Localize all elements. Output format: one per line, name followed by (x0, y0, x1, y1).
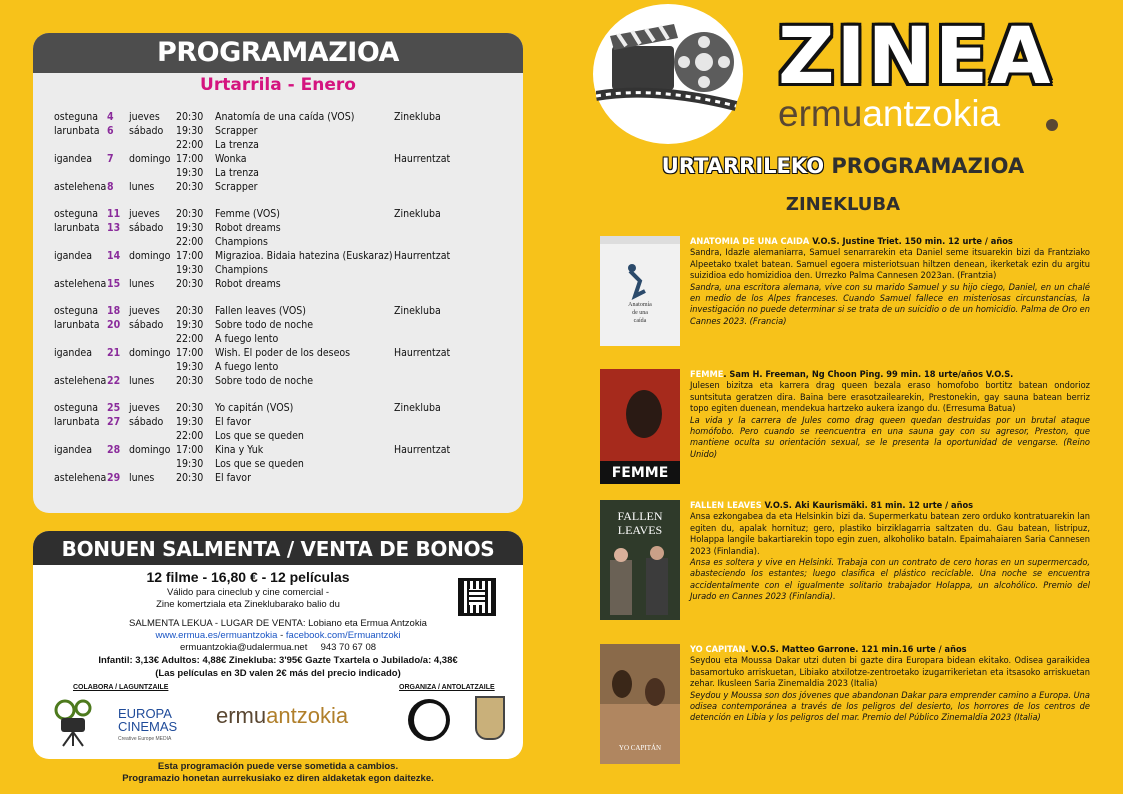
bonos-contact (33, 642, 523, 653)
day-eu: igandea (54, 444, 93, 456)
svg-text:LEAVES: LEAVES (617, 523, 663, 537)
film-title: Anatomía de una caída (VOS) (215, 111, 355, 123)
film-title: La trenza (215, 167, 259, 179)
day-number: 27 (107, 416, 121, 428)
category: Haurrentzat (394, 250, 451, 262)
time: 17:00 (176, 347, 204, 359)
day-eu: larunbata (54, 125, 100, 137)
film-title: Scrapper (215, 125, 258, 137)
svg-text:de una: de una (632, 310, 648, 316)
category: Haurrentzat (394, 153, 451, 165)
schedule-row (33, 319, 523, 333)
programme-month: Urtarrila - Enero (200, 75, 356, 95)
web-link[interactable]: www.ermua.es/ermuantzokia (155, 630, 278, 641)
bonos-valid: Válido para cineclub y cine comercial - (166, 587, 330, 598)
day-number: 28 (107, 444, 121, 456)
time: 20:30 (176, 111, 204, 123)
time: 20:30 (176, 208, 204, 220)
film-title: Sobre todo de noche (215, 375, 314, 387)
day-number: 15 (107, 278, 121, 290)
time: 19:30 (176, 416, 204, 428)
ermu-antzokia-logo: ermuantzokia (778, 93, 1001, 134)
schedule-row (33, 208, 523, 222)
colabora-label: COLABORA / LAGUNTZAILE (73, 684, 169, 691)
zinekluba-heading: ZINEKLUBA (785, 194, 901, 215)
time: 19:30 (176, 167, 204, 179)
bonos-links (33, 630, 523, 641)
schedule-week (33, 208, 523, 292)
organiza-label: ORGANIZA / ANTOLATZAILE (399, 684, 495, 691)
schedule-row (33, 153, 523, 167)
film-title: Robot dreams (215, 278, 281, 290)
zinea-title: ZINEA (778, 12, 1053, 102)
film-text-anatomia: ANATOMIA DE UNA CAIDA V.O.S. Justine Triet. 150 min. 12 urte / años Sandra, Idazle alemaniarra, Samuel senarrarekin eta Daniel seme itsuarekin bizi da Frantziako Alpeetako txalet batean. Samuel egoera misteriotsuan hiltzen denean, ikerketak ezin du argitu suizidioa edo homizidioa den. Urrezko Palma Cannesen 2023an. (Frantzia) Sandra, una escritora alemana, vive con su marido Samuel y su hijo ciego, Daniel, en un chalé en medio de los Alpes franceses. Cuando Samuel fallece en misteriosas circunstancias, la investigación no puede determinar si se trata de un suicidio o de un homicidio. Palma de Oro en Cannes 2023. (Francia) (690, 236, 1090, 327)
schedule-row (33, 430, 523, 444)
day-number: 20 (107, 319, 121, 331)
day-number: 18 (107, 305, 121, 317)
day-es: sábado (129, 222, 164, 234)
day-eu: ostegunа (54, 402, 98, 414)
film-title: Scrapper (215, 181, 258, 193)
day-es: domingo (129, 250, 171, 262)
svg-text:caída: caída (633, 318, 647, 324)
day-eu: astelehena (54, 181, 107, 193)
bonos-panel (33, 531, 523, 759)
schedule-row (33, 139, 523, 153)
schedule-week (33, 111, 523, 195)
schedule-row (33, 361, 523, 375)
day-number: 22 (107, 375, 121, 387)
time: 22:00 (176, 139, 204, 151)
day-number: 29 (107, 472, 121, 484)
category: Haurrentzat (394, 347, 451, 359)
day-es: jueves (129, 402, 160, 414)
schedule-row (33, 458, 523, 472)
category: Zinekluba (394, 305, 441, 317)
time: 17:00 (176, 444, 204, 456)
day-es: lunes (129, 278, 155, 290)
ermu-antzokia-logo-small: ermuantzokia (216, 703, 349, 728)
time: 20:30 (176, 305, 204, 317)
time: 17:00 (176, 250, 204, 262)
organizer-moon-logo (408, 699, 450, 741)
film-title: Kina y Yuk (215, 444, 264, 456)
day-es: sábado (129, 416, 164, 428)
schedule-row (33, 181, 523, 195)
time: 20:30 (176, 278, 204, 290)
bonos-offer: 12 filme - 16,80 € - 12 películas (146, 569, 350, 585)
time: 20:30 (176, 402, 204, 414)
programme-panel (33, 33, 523, 513)
day-eu: igandea (54, 250, 93, 262)
film-reel-clapper-icon (596, 18, 746, 118)
day-number: 13 (107, 222, 121, 234)
time: 22:00 (176, 430, 204, 442)
film-title: Champions (215, 264, 268, 276)
film-title: Wonka (215, 153, 247, 165)
time: 22:00 (176, 333, 204, 345)
day-es: lunes (129, 472, 155, 484)
day-es: jueves (129, 111, 160, 123)
day-es: sábado (129, 319, 164, 331)
svg-text:FEMME: FEMME (611, 465, 669, 481)
film-title: Femme (VOS) (215, 208, 280, 220)
svg-text:Anatomía: Anatomía (628, 302, 652, 308)
time: 19:30 (176, 222, 204, 234)
day-es: domingo (129, 347, 171, 359)
day-es: jueves (129, 305, 160, 317)
qr-code[interactable] (458, 578, 496, 616)
film-title: El favor (215, 416, 251, 428)
film-title: Los que se queden (215, 458, 304, 470)
schedule-row (33, 402, 523, 416)
day-number: 6 (107, 125, 114, 137)
day-eu: astelehena (54, 278, 107, 290)
schedule-row (33, 375, 523, 389)
film-camera-mascot-logo (49, 696, 99, 748)
day-number: 21 (107, 347, 121, 359)
film-title: Yo capitán (VOS) (215, 402, 294, 414)
schedule-week (33, 402, 523, 486)
film-title: Sobre todo de noche (215, 319, 314, 331)
day-eu: igandea (54, 153, 93, 165)
day-eu: ostegunа (54, 305, 98, 317)
day-number: 11 (107, 208, 121, 220)
logo-dot (1046, 119, 1058, 131)
time: 20:30 (176, 181, 204, 193)
schedule-row (33, 444, 523, 458)
film-title: Fallen leaves (VOS) (215, 305, 306, 317)
schedule-week (33, 305, 523, 389)
schedule-row (33, 236, 523, 250)
phone-text: 943 70 67 08 (320, 642, 377, 653)
day-eu: larunbata (54, 416, 100, 428)
schedule-row (33, 222, 523, 236)
time: 19:30 (176, 319, 204, 331)
day-number: 8 (107, 181, 114, 193)
day-eu: astelehena (54, 472, 107, 484)
time: 20:30 (176, 375, 204, 387)
film-text-fallen-leaves: FALLEN LEAVES V.O.S. Aki Kaurismäki. 81 min. 12 urte / años Ansa ezkongabea da eta Helsinkin bizi da. Supermerkatu batean zero orduko kontratuarekin lan egiten du, apalak hornituz; gero, plastiko birziklagarria saltzaten du. Gau batean, listripuz, Holappa langile bakartiarekin topo egin zuen, alkoholiko bataIn. Epaimahaiaren Saria Cannesen 2023 (Finlandia). Ansa es soltera y vive en Helsinki. Trabaja con un contrato de cero horas en un supermercado, abasteciendo los estantes; luego clasifica el plástico reciclable. Una noche se encuentra accidentalmente con el igualmente solitario trabajador Holappa, un alcohólico. Premio del Jurado en Cannes 2023 (Finlandia). (690, 500, 1090, 603)
poster-fallen-leaves[interactable] (600, 500, 680, 620)
day-es: domingo (129, 444, 171, 456)
right-heading: URTARRILEKO PROGRAMAZIOA (661, 154, 1025, 178)
film-title: Migrazioa. Bidaia hatezina (Euskaraz) (215, 250, 393, 262)
film-title: A fuego lento (215, 333, 279, 345)
bonos-prices: Infantil: 3,13€ Adultos: 4,88€ Zinekluba: 3'95€ Gazte Txartela o Jubilado/a: 4,38€ (98, 655, 458, 666)
programme-schedule (33, 111, 523, 486)
schedule-row (33, 250, 523, 264)
bonos-title: BONUEN SALMENTA / VENTA DE BONOS (33, 531, 523, 565)
programme-title: PROGRAMAZIOA (33, 33, 523, 73)
poster-femme[interactable] (600, 369, 680, 484)
film-title: Champions (215, 236, 268, 248)
time: 19:30 (176, 264, 204, 276)
film-title: La trenza (215, 139, 259, 151)
day-eu: igandea (54, 347, 93, 359)
email-text[interactable]: ermuantzokia@udalermua.net (179, 642, 308, 653)
category: Zinekluba (394, 208, 441, 220)
category: Zinekluba (394, 111, 441, 123)
bonos-place: SALMENTA LEKUA - LUGAR DE VENTA: Lobiano eta Ermua Antzokia (129, 618, 427, 629)
time: 20:30 (176, 472, 204, 484)
schedule-row (33, 111, 523, 125)
time: 22:00 (176, 236, 204, 248)
film-title: A fuego lento (215, 361, 279, 373)
bonos-3d-note: (Las películas en 3D valen 2€ más del precio indicado) (155, 668, 401, 679)
link-separator: - (277, 630, 286, 641)
schedule-row (33, 167, 523, 181)
time: 19:30 (176, 361, 204, 373)
time: 19:30 (176, 125, 204, 137)
facebook-link[interactable]: facebook.com/Ermuantzoki (285, 630, 401, 641)
poster-yo-capitan[interactable] (600, 644, 680, 764)
day-eu: ostegunа (54, 208, 98, 220)
day-es: lunes (129, 181, 155, 193)
category: Zinekluba (394, 402, 441, 414)
europa-cinemas-logo: EUROPA CINEMAS Creative Europe MEDIA (118, 706, 178, 742)
day-number: 25 (107, 402, 121, 414)
day-es: sábado (129, 125, 164, 137)
film-text-femme: FEMME. Sam H. Freeman, Ng Choon Ping. 99 min. 18 urte/años V.O.S. Julesen bizitza eta karrera drag queen bezala eraso homofobo bortitz batean ondoriоz suntsituta geratzen dira. Baina bere erasotzailearekin, Prestonekin, gay sauna batean berriz topo egiten duenean, mendekua hartzeko aukera izango du. (Erresuma Batua) La vida y la carrera de Jules como drag queen quedan destruidas por un brutal ataque homófobo. Pero cuando se reencuentra en una sauna gay con su agresor, Preston, que mantiene oculta su orientación sexual, se le presenta la oportunidad de vengarse. (Reino Unido) (690, 369, 1090, 460)
category: Haurrentzat (394, 444, 451, 456)
day-es: domingo (129, 153, 171, 165)
svg-text:FALLEN: FALLEN (617, 509, 663, 523)
day-number: 7 (107, 153, 114, 165)
footer-line-es: Esta programación puede verse sometida a cambios. (157, 761, 399, 772)
day-eu: larunbata (54, 319, 100, 331)
day-es: lunes (129, 375, 155, 387)
day-eu: astelehena (54, 375, 107, 387)
svg-text:YO CAPITÁN: YO CAPITÁN (618, 744, 662, 752)
day-eu: larunbata (54, 222, 100, 234)
film-title: El favor (215, 472, 251, 484)
ermua-coat-of-arms-logo (475, 696, 505, 740)
film-title: Los que se queden (215, 430, 304, 442)
day-es: jueves (129, 208, 160, 220)
day-number: 4 (107, 111, 114, 123)
film-text-yo-capitan: YO CAPITAN. V.O.S. Matteo Garrone. 121 min.16 urte / años Seydou eta Moussa Dakar utzi duten bi gazte dira Europara bidean ekitako. Odisea garaikidea basamortuko arriskuetan, Libiako atxilotze-zentroetako izugarrikerietan eta itsasoko arriskuetan zehar. Ikusleen Saria Zinemaldia 2023 (Italia) Seydou y Moussa son dos jóvenes que abandonan Dakar para emprender camino a Europa. Una odisea contemporánea a través de los peligros del desierto, los horrores de los centros de detención en Libia y los peligros del mar. Premio del Público Zinemaldia 2023 (Italia) (690, 644, 1090, 724)
poster-anatomia[interactable] (600, 236, 680, 346)
schedule-row (33, 264, 523, 278)
schedule-row (33, 416, 523, 430)
footer-line-eu: Programazio honetan aurrekusiako ez diren aldaketak egon daitezke. (122, 773, 434, 784)
time: 17:00 (176, 153, 204, 165)
schedule-row (33, 333, 523, 347)
day-eu: ostegunа (54, 111, 98, 123)
schedule-row (33, 278, 523, 292)
schedule-row (33, 347, 523, 361)
schedule-row (33, 472, 523, 486)
schedule-row (33, 305, 523, 319)
film-title: Wish. El poder de los deseos (215, 347, 351, 359)
film-title: Robot dreams (215, 222, 281, 234)
bonos-valid-eu: Zine komertziala eta Zineklubarako balio du (156, 599, 340, 610)
time: 19:30 (176, 458, 204, 470)
day-number: 14 (107, 250, 121, 262)
schedule-row (33, 125, 523, 139)
